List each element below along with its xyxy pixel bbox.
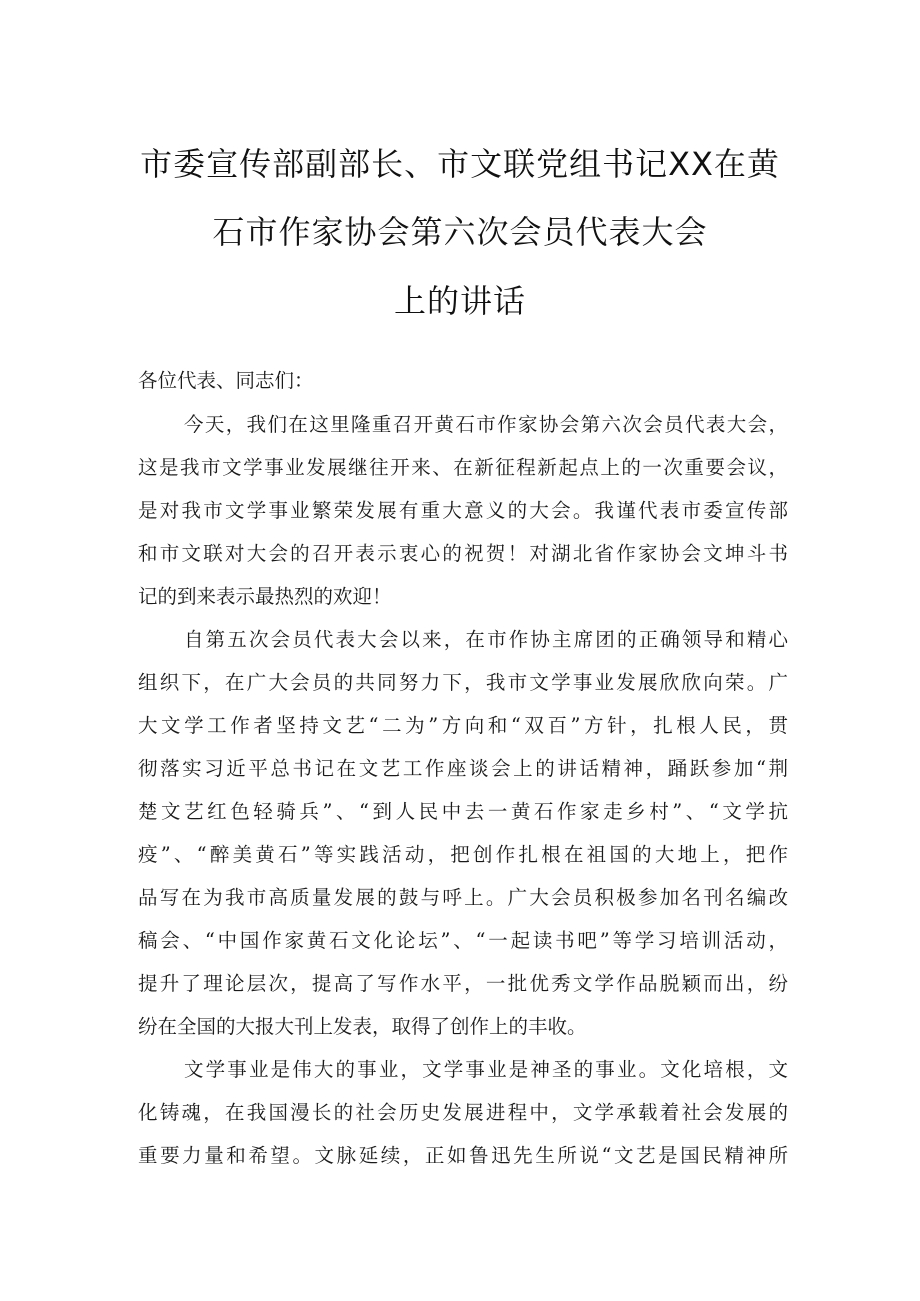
paragraph-1-line-2: 这是我市文学事业发展继往开来、在新征程新起点上的一次重要会议， <box>138 456 788 479</box>
paragraph-1-line-1: 今天，我们在这里隆重召开黄石市作家协会第六次会员代表大会， <box>184 413 788 436</box>
document-title-line-3: 上的讲话 <box>393 282 526 320</box>
paragraph-1-line-3: 是对我市文学事业繁荣发展有重大意义的大会。我谨代表市委宣传部 <box>138 499 788 522</box>
paragraph-2-line-3: 大文学工作者坚持文艺“二为”方向和“双百”方针，扎根人民，贯 <box>138 714 788 737</box>
document-title-line-2: 石市作家协会第六次会员代表大会 <box>212 213 708 251</box>
paragraph-3-line-2: 化铸魂，在我国漫长的社会历史发展进程中，文学承载着社会发展的 <box>138 1101 788 1124</box>
paragraph-2-line-9: 提升了理论层次，提高了写作水平，一批优秀文学作品脱颖而出，纷 <box>138 972 788 995</box>
salutation: 各位代表、同志们： <box>138 369 314 392</box>
paragraph-2-line-6: 疫”、“醉美黄石”等实践活动，把创作扎根在祖国的大地上，把作 <box>138 843 788 866</box>
paragraph-1-line-5: 记的到来表示最热烈的欢迎！ <box>138 585 392 608</box>
paragraph-2-line-8: 稿会、“中国作家黄石文化论坛”、“一起读书吧”等学习培训活动， <box>138 929 788 952</box>
paragraph-2-line-7: 品写在为我市高质量发展的鼓与呼上。广大会员积极参加名刊名编改 <box>138 886 788 909</box>
paragraph-2-line-4: 彻落实习近平总书记在文艺工作座谈会上的讲话精神，踊跃参加“荆 <box>138 757 788 780</box>
paragraph-3-line-1: 文学事业是伟大的事业，文学事业是神圣的事业。文化培根，文 <box>184 1058 788 1081</box>
paragraph-2-line-10: 纷在全国的大报大刊上发表，取得了创作上的丰收。 <box>138 1015 587 1038</box>
paragraph-2-line-2: 组织下，在广大会员的共同努力下，我市文学事业发展欣欣向荣。广 <box>138 671 788 694</box>
paragraph-2-line-1: 自第五次会员代表大会以来，在市作协主席团的正确领导和精心 <box>184 628 788 651</box>
paragraph-3-line-3: 重要力量和希望。文脉延续，正如鲁迅先生所说“文艺是国民精神所 <box>138 1144 788 1167</box>
paragraph-1-line-4: 和市文联对大会的召开表示衷心的祝贺！对湖北省作家协会文坤斗书 <box>138 542 788 565</box>
paragraph-2-line-5: 楚文艺红色轻骑兵”、“到人民中去一黄石作家走乡村”、“文学抗 <box>138 800 788 823</box>
document-title-line-1: 市委宣传部副部长、市文联党组书记XX在黄 <box>140 145 780 183</box>
